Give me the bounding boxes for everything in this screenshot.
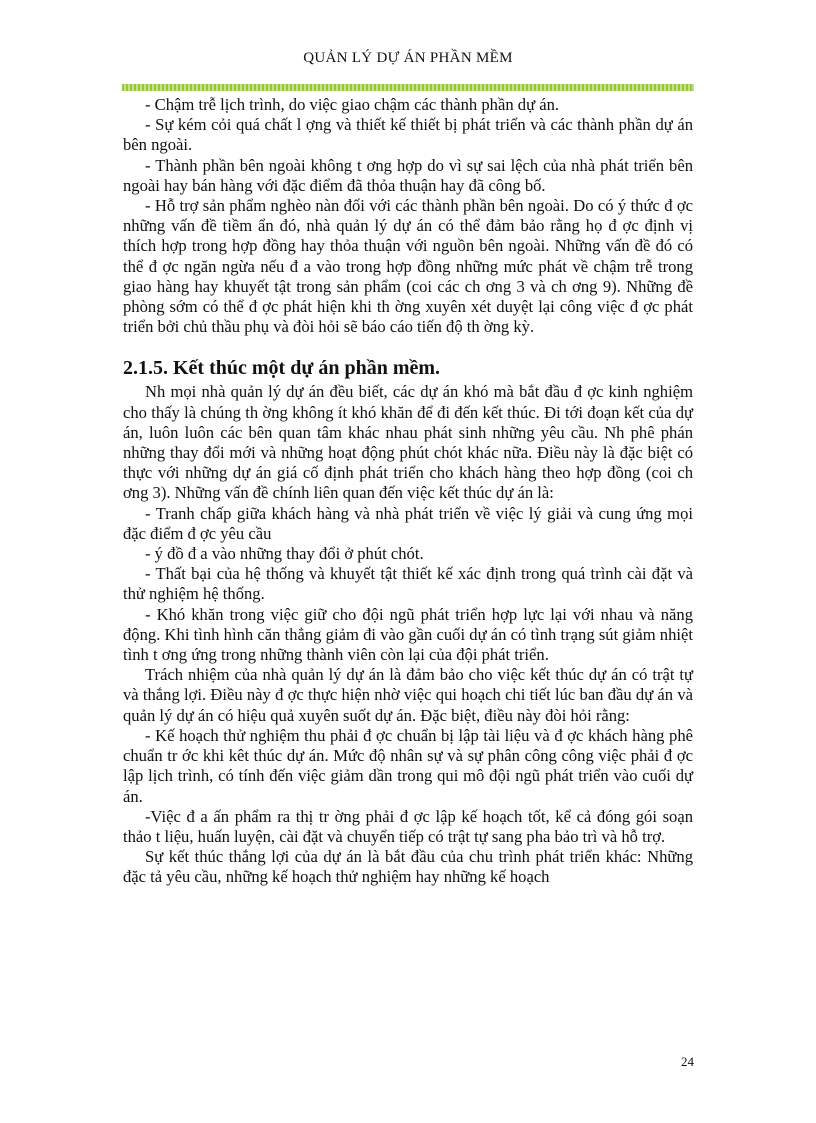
paragraph: - Kế hoạch thử nghiệm thu phải đ ợc chuẩn bị lập tài liệu và đ ợc khách hàng phê chuẩn tr ớc khi kêt thúc dự án. Mức độ nhân sự và sự phân công công việc phải đ ợc lập lịch trình, có tính đến việc giảm dần trong qui mô đội ngũ phát triển vào cuối dự án.: [123, 725, 693, 806]
paragraph: Nh mọi nhà quản lý dự án đều biết, các dự án khó mà bắt đầu đ ợc kinh nghiệm cho thấy là chúng th ờng không ít khó khăn để đi đến kết thúc. Đi tới đoạn kết của dự án, luôn luôn các bên quan tâm khác nhau phát sinh những yêu cầu. Nh phê phán những thay đổi mới và những hoạt động phút chót khác nữa. Điều này là đặc biệt có thực với những dự án giá cố định phát triển cho khách hàng theo hợp đồng (coi ch ơng 3). Những vấn đề chính liên quan đến việc kết thúc dự án là:: [123, 382, 693, 503]
page-header-title: QUẢN LÝ DỰ ÁN PHẦN MỀM: [303, 50, 513, 66]
section-heading: 2.1.5. Kết thúc một dự án phần mềm.: [123, 357, 441, 380]
page-body: [123, 95, 693, 888]
page-number: 24: [681, 1054, 694, 1069]
paragraph: Sự kết thúc thắng lợi của dự án là bắt đầu của chu trình phát triển khác: Những đặc tả yêu cầu, những kế hoạch thử nghiệm hay những kế hoạch: [123, 847, 693, 887]
paragraph: Trách nhiệm của nhà quản lý dự án là đảm bảo cho việc kết thúc dự án có trật tự và thắng lợi. Điều này đ ợc thực hiện nhờ việc qui hoạch chi tiết lúc ban đầu dự án và quản lý dự án có hiệu quả xuyên suốt dự án. Đặc biệt, điều này đòi hỏi rằng:: [123, 665, 693, 725]
paragraph: - Thành phần bên ngoài không t ơng hợp do vì sự sai lệch của nhà phát triển bên ngoài hay bán hàng với đặc điểm đã thỏa thuận hay đã công bố.: [123, 155, 693, 195]
paragraph: - Tranh chấp giữa khách hàng và nhà phát triển về việc lý giải và cung ứng mọi đặc điểm đ ợc yêu cầu: [123, 503, 693, 543]
paragraph: - Thất bại của hệ thống và khuyết tật thiết kế xác định trong quá trình cài đặt và thử nghiệm hệ thống.: [123, 564, 693, 604]
paragraph: - Khó khăn trong việc giữ cho đội ngũ phát triển hợp lực lại với nhau và năng động. Khi tình hình căn thẳng giảm đi vào gần cuối dự án có tình trạng sút giảm nhiệt tình t ơng ứng trong những thành viên còn lại của đội phát triển.: [123, 604, 693, 665]
paragraph: - Sự kém cỏi quá chất l ợng và thiết kế thiết bị phát triển và các thành phần dự án bên ngoài.: [123, 115, 693, 155]
paragraph: - Chậm trễ lịch trình, do việc giao chậm các thành phần dự án.: [145, 95, 560, 114]
paragraph: - ý đồ đ a vào những thay đổi ở phút chót.: [145, 544, 424, 564]
paragraph: -Việc đ a ấn phẩm ra thị tr ờng phải đ ợc lập kế hoạch tốt, kể cả đóng gói soạn thảo t liệu, huấn luyện, cài đặt và chuyển tiếp có trật tự sang pha bảo trì và hỗ trợ.: [123, 806, 693, 846]
header-divider: [122, 84, 694, 91]
paragraph: - Hỗ trợ sản phẩm nghèo nàn đối với các thành phần bên ngoài. Do có ý thức đ ợc những vấn đề tiềm ẩn đó, nhà quản lý dự án có thể đảm bảo rằng họ đ ợc định vị thích hợp trong hợp đồng hay thỏa thuận với nguồn bên ngoài. Những vấn đề đó có thể đ ợc ngăn ngừa nếu đ a vào trong hợp đồng những mức phát về chậm trễ trong giao hàng hay khuyết tật trong sản phẩm (coi các ch ơng 3 và ch ơng 9). Những đề phòng sớm có thể đ ợc phát hiện khi th ờng xuyên xét duyệt lại công việc đ ợc phát triển bởi chủ thầu phụ và đòi hỏi sẽ báo cáo tiến độ th ờng kỳ.: [123, 196, 693, 337]
